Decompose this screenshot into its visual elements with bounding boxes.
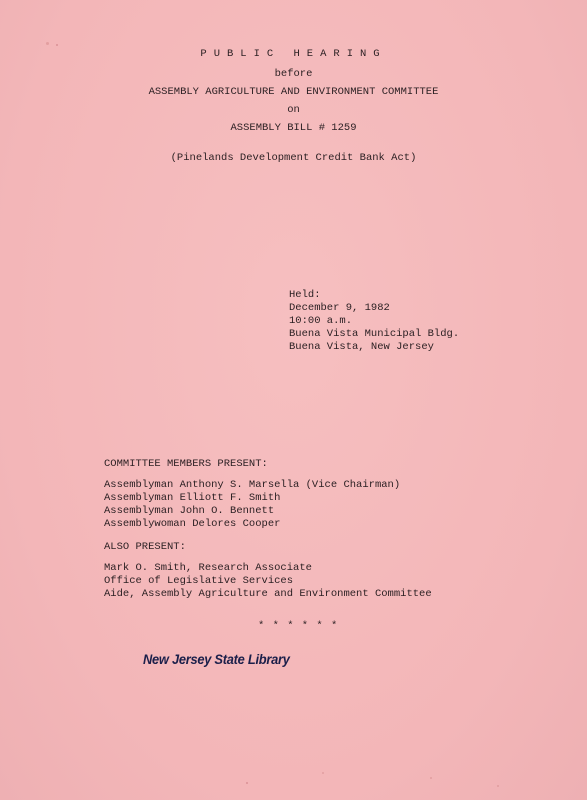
hearing-title: PUBLIC HEARING xyxy=(200,48,387,60)
held-city: Buena Vista, New Jersey xyxy=(289,341,434,353)
held-place: Buena Vista Municipal Bldg. xyxy=(289,328,460,340)
before-text: before xyxy=(274,68,313,80)
act-name: (Pinelands Development Credit Bank Act) xyxy=(170,152,417,164)
member-item: Assemblyman Elliott F. Smith xyxy=(104,492,281,504)
library-stamp: New Jersey State Library xyxy=(143,651,290,667)
also-item: Mark O. Smith, Research Associate xyxy=(104,562,312,574)
held-date: December 9, 1982 xyxy=(289,302,390,314)
also-heading: ALSO PRESENT: xyxy=(104,541,186,553)
speck-mark xyxy=(246,782,248,784)
speck-mark xyxy=(56,44,58,46)
section-divider: * * * * * * xyxy=(258,620,339,632)
speck-mark xyxy=(46,42,49,45)
bill-number: ASSEMBLY BILL # 1259 xyxy=(230,122,357,134)
held-label: Held: xyxy=(289,289,321,301)
members-heading: COMMITTEE MEMBERS PRESENT: xyxy=(104,458,268,470)
member-item: Assemblyman Anthony S. Marsella (Vice Chairman) xyxy=(104,479,401,491)
speck-mark xyxy=(497,785,499,787)
also-item: Aide, Assembly Agriculture and Environment Committee xyxy=(104,588,432,600)
speck-mark xyxy=(430,777,432,779)
speck-mark xyxy=(322,772,324,774)
also-item: Office of Legislative Services xyxy=(104,575,294,587)
member-item: Assemblywoman Delores Cooper xyxy=(104,518,281,530)
on-text: on xyxy=(287,104,300,116)
held-time: 10:00 a.m. xyxy=(289,315,353,327)
committee-name: ASSEMBLY AGRICULTURE AND ENVIRONMENT COMMITTEE xyxy=(148,86,439,98)
member-item: Assemblyman John O. Bennett xyxy=(104,505,275,517)
